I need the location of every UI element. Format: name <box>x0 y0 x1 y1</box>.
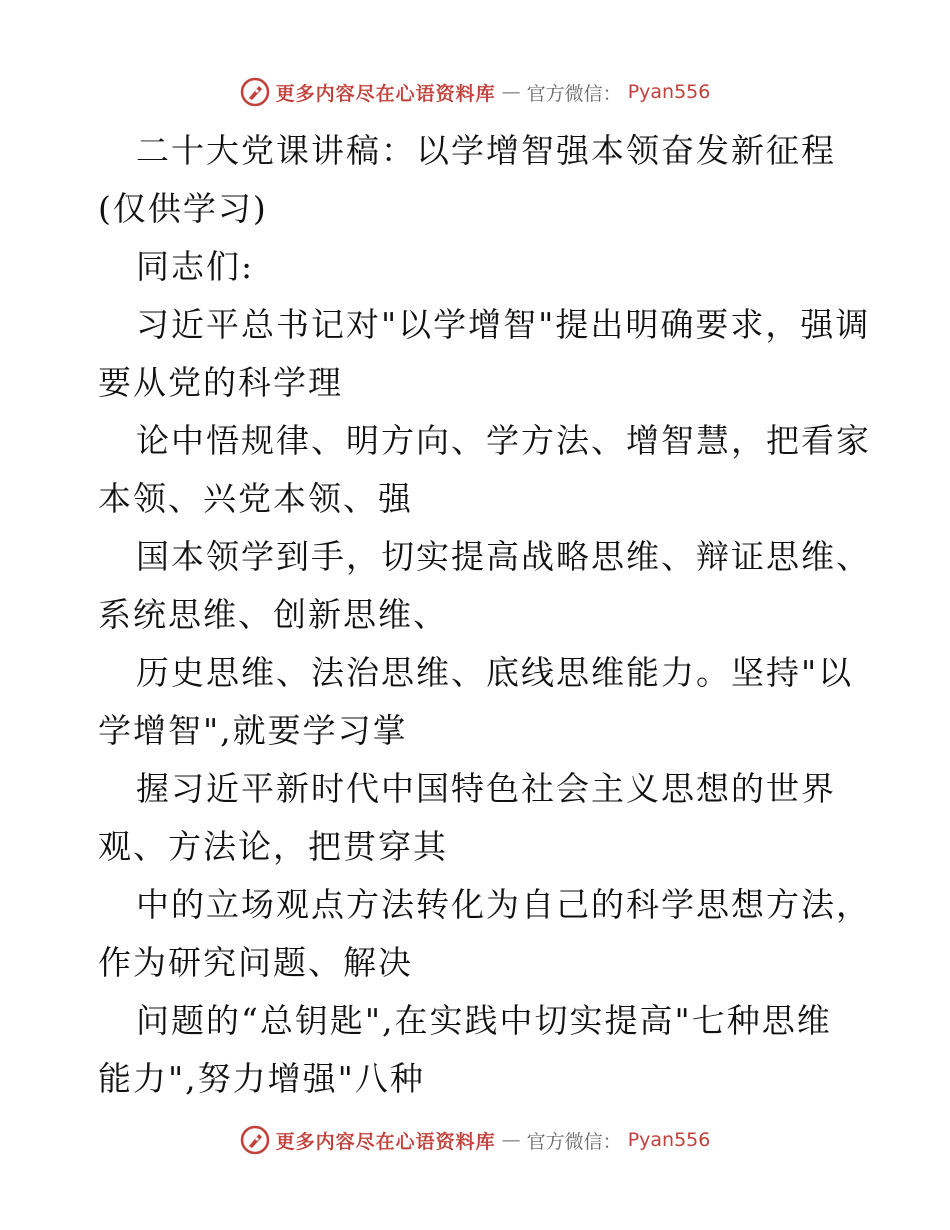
paragraph-line: 学增智",就要学习掌 <box>98 711 408 750</box>
paragraph-line: 要从党的科学理 <box>98 363 343 402</box>
watermark-dash: — <box>501 81 521 103</box>
watermark-site-text: 更多内容尽在心语资料库 <box>275 82 496 105</box>
paragraph-line: 历史思维、法治思维、底线思维能力。坚持"以 <box>136 653 854 692</box>
watermark-wechat-id: Pyan556 <box>627 1129 711 1151</box>
watermark-wechat-id: Pyan556 <box>627 81 711 103</box>
paragraph-line: 握习近平新时代中国特色社会主义思想的世界 <box>136 769 836 808</box>
paragraph-line: 中的立场观点方法转化为自己的科学思想方法， <box>136 885 871 924</box>
document-body <box>98 122 871 1108</box>
paragraph-line: 观、方法论，把贯穿其 <box>98 827 448 866</box>
watermark-site-text: 更多内容尽在心语资料库 <box>275 1130 496 1153</box>
footer-watermark <box>0 1120 950 1160</box>
paragraph-line: 国本领学到手，切实提高战略思维、辩证思维、 <box>136 537 871 576</box>
pen-nib-logo-icon <box>240 1125 270 1155</box>
watermark-wechat-label: 官方微信： <box>526 82 622 105</box>
document-title: 二十大党课讲稿：以学增智强本领奋发新征程 <box>136 131 836 170</box>
paragraph-line: 能力",努力增强"八种 <box>98 1059 425 1098</box>
paragraph-line: 本领、兴党本领、强 <box>98 479 413 518</box>
paragraph-line: 系统思维、创新思维、 <box>98 595 448 634</box>
pen-nib-logo-icon <box>240 77 270 107</box>
document-subtitle: (仅供学习) <box>98 189 268 228</box>
watermark-dash: — <box>501 1129 521 1151</box>
paragraph-line: 作为研究问题、解决 <box>98 943 413 982</box>
watermark-wechat-label: 官方微信： <box>526 1130 622 1153</box>
paragraph-line: 论中悟规律、明方向、学方法、增智慧，把看家 <box>136 421 871 460</box>
header-watermark <box>0 72 950 112</box>
paragraph-line: 问题的“总钥匙",在实践中切实提高"七种思维 <box>136 1001 832 1040</box>
paragraph-line: 习近平总书记对"以学增智"提出明确要求，强调 <box>136 305 871 344</box>
salutation: 同志们: <box>136 247 255 286</box>
